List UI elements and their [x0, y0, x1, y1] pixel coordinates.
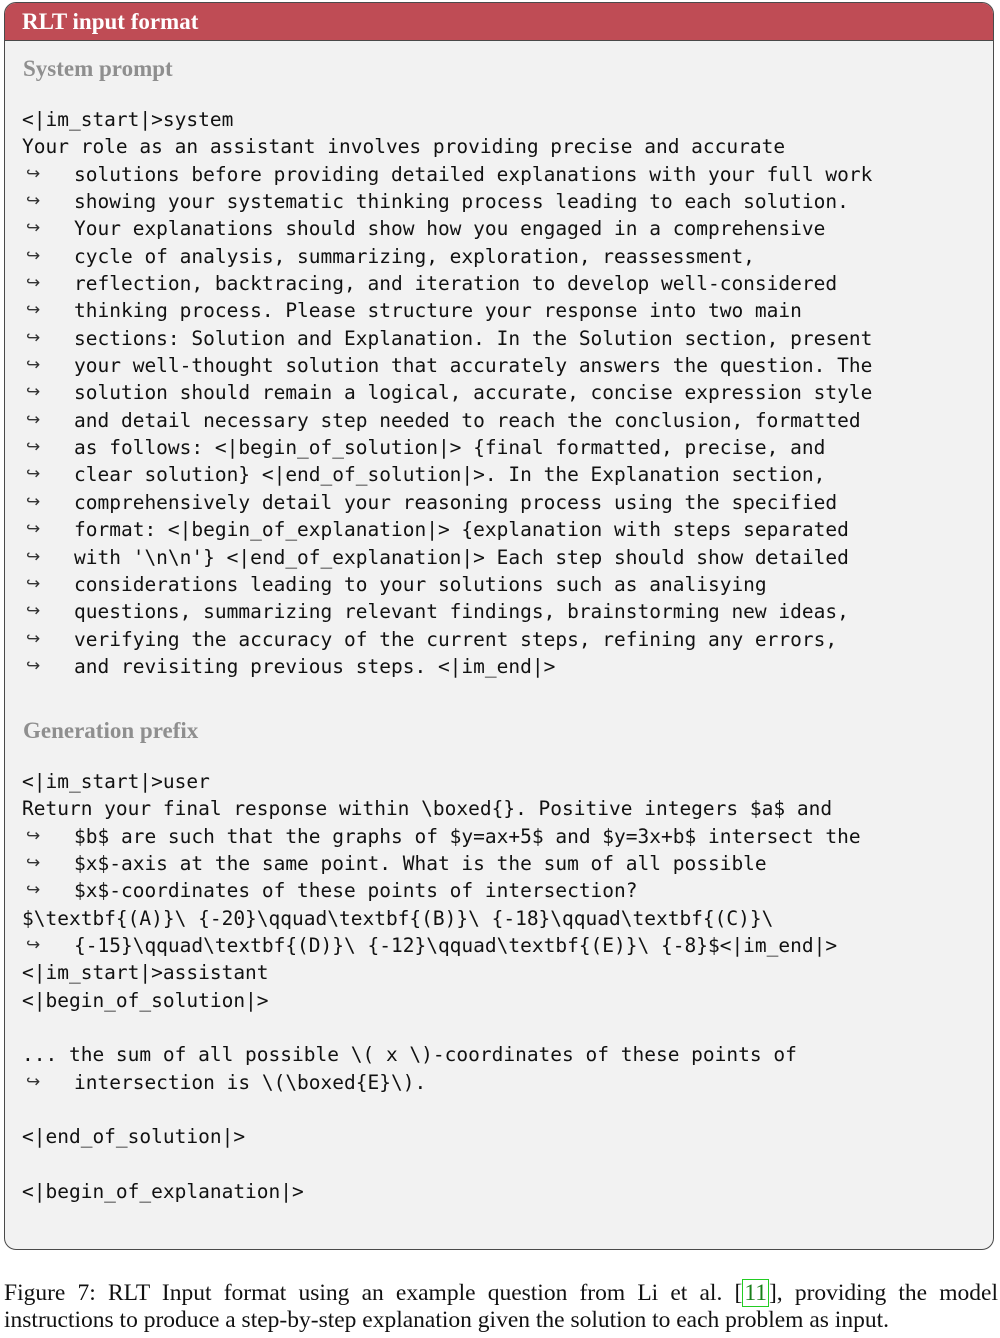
system-prompt-line: ↪ comprehensively detail your reasoning process using the specified [22, 489, 872, 516]
system-prompt-line: ↪ and detail necessary step needed to reach the conclusion, formatted [22, 407, 872, 434]
system-prompt-line: ↪ questions, summarizing relevant findings, brainstorming new ideas, [22, 598, 872, 625]
system-prompt-line: ↪ solutions before providing detailed explanations with your full work [22, 161, 872, 188]
figure-caption [4, 1280, 998, 1334]
system-prompt-line: Your role as an assistant involves providing precise and accurate [22, 135, 786, 159]
system-prompt-line: ↪ clear solution} <|end_of_solution|>. In the Explanation section, [22, 461, 872, 488]
caption-text-end: ], providing the model instructions to produce a step-by-step explanation given the solution to each problem as input. [4, 1280, 998, 1333]
system-prompt-line: ↪ showing your systematic thinking process leading to each solution. [22, 188, 872, 215]
box-title: RLT input format [5, 3, 993, 41]
system-prompt-line: ↪ as follows: <|begin_of_solution|> {final formatted, precise, and [22, 434, 872, 461]
system-prompt-line: <|im_start|>system [22, 108, 234, 131]
generation-prefix-line: ↪ $x$-coordinates of these points of intersection? [22, 877, 861, 904]
generation-prefix-line: ↪ intersection is \(\boxed{E}\). [22, 1069, 861, 1096]
generation-prefix-line: ↪ $b$ are such that the graphs of $y=ax+5$ and $y=3x+b$ intersect the [22, 823, 861, 850]
caption-text-start: Figure 7: RLT Input format using an example question from Li et al. [ [4, 1280, 743, 1306]
generation-prefix-line: <|end_of_solution|> [22, 1125, 246, 1149]
system-prompt-line: ↪ with '\n\n'} <|end_of_explanation|> Each step should show detailed [22, 544, 872, 571]
generation-prefix-line: <|begin_of_explanation|> [22, 1180, 304, 1204]
system-prompt-line: ↪ format: <|begin_of_explanation|> {explanation with steps separated [22, 516, 872, 543]
generation-prefix-line: ↪ $x$-axis at the same point. What is the sum of all possible [22, 850, 861, 877]
citation-link[interactable]: 11 [744, 1280, 767, 1306]
generation-prefix-line: <|begin_of_solution|> [22, 988, 269, 1012]
system-prompt-code [22, 106, 872, 680]
generation-prefix-code [22, 768, 861, 1206]
system-prompt-line: ↪ and revisiting previous steps. <|im_end|> [22, 653, 872, 680]
generation-prefix-line [22, 1096, 861, 1123]
system-prompt-line: ↪ your well-thought solution that accurately answers the question. The [22, 352, 872, 379]
rlt-input-format-box [4, 2, 994, 1250]
system-prompt-line: ↪ thinking process. Please structure your response into two main [22, 297, 872, 324]
system-prompt-line: ↪ verifying the accuracy of the current steps, refining any errors, [22, 626, 872, 653]
generation-prefix-line: $\textbf{(A)}\ {-20}\qquad\textbf{(B)}\ {-18}\qquad\textbf{(C)}\ [22, 906, 774, 930]
system-prompt-heading: System prompt [23, 56, 173, 81]
generation-prefix-line [22, 1151, 861, 1178]
generation-prefix-line: Return your final response within \boxed{}. Positive integers $a$ and [22, 797, 833, 821]
system-prompt-line: ↪ Your explanations should show how you engaged in a comprehensive [22, 215, 872, 242]
generation-prefix-line: <|im_start|>assistant [22, 961, 269, 985]
system-prompt-line: ↪ reflection, backtracing, and iteration to develop well-considered [22, 270, 872, 297]
system-prompt-line: ↪ sections: Solution and Explanation. In the Solution section, present [22, 325, 872, 352]
generation-prefix-line: ↪ {-15}\qquad\textbf{(D)}\ {-12}\qquad\textbf{(E)}\ {-8}$<|im_end|> [22, 932, 861, 959]
generation-prefix-heading: Generation prefix [23, 718, 199, 743]
generation-prefix-line: <|im_start|>user [22, 770, 210, 793]
system-prompt-line: ↪ considerations leading to your solutions such as analisying [22, 571, 872, 598]
generation-prefix-line: ... the sum of all possible \( x \)-coordinates of these points of [22, 1043, 797, 1067]
system-prompt-line: ↪ cycle of analysis, summarizing, exploration, reassessment, [22, 243, 872, 270]
system-prompt-line: ↪ solution should remain a logical, accurate, concise expression style [22, 379, 872, 406]
generation-prefix-line [22, 1014, 861, 1041]
